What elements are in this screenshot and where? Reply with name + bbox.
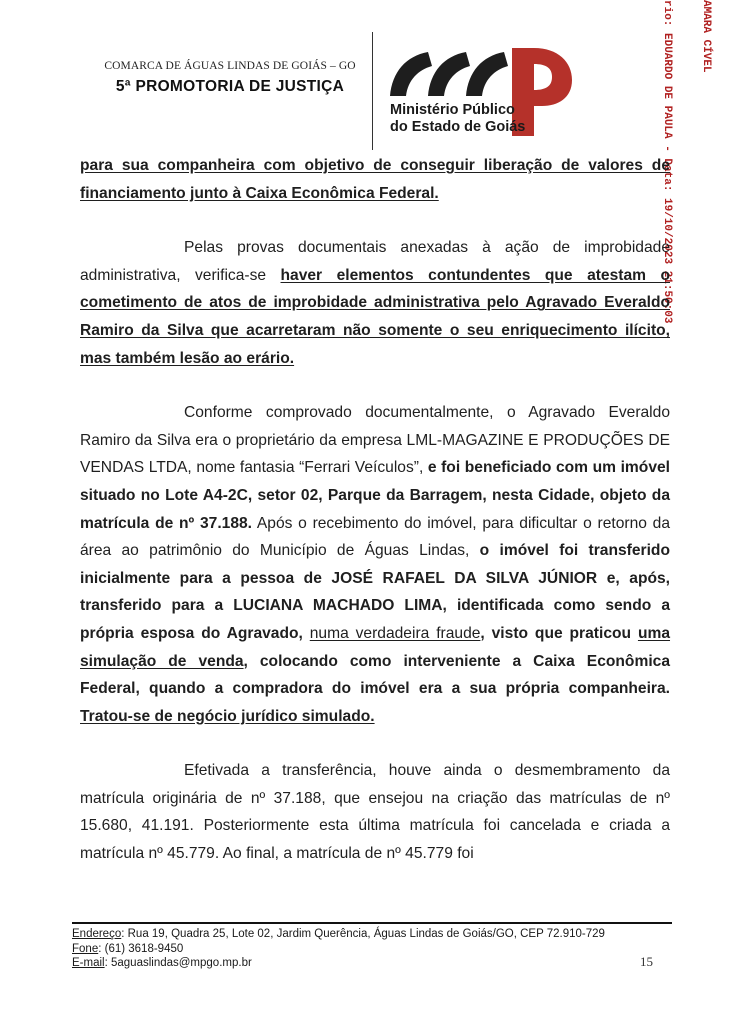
logo-arc-2 (428, 52, 470, 96)
comarca-title: COMARCA DE ÁGUAS LINDAS DE GOIÁS – GO (104, 60, 356, 72)
p3-bold-h: , colocando como interveniente a Caixa Econômica Federal, quando a compradora do imóvel era a sua própria companheira. (80, 652, 670, 698)
p2-text: Pelas provas documentais anexadas à ação de improbidade administrativa, verifica-se (80, 239, 670, 284)
p3-emphasis-g: uma simulação de venda (80, 624, 671, 670)
footer-address (72, 927, 605, 942)
p3-text-c: Após o recebimento do imóvel, para dificultar o retorno da área ao patrimônio do Município de Águas Lindas, (80, 514, 670, 560)
p3-emphasis-i: Tratou-se de negócio jurídico simulado. (80, 707, 375, 725)
logo-line-2: do Estado de Goiás (390, 119, 526, 135)
paragraph-1: para sua companheira com objetivo de conseguir liberação de valores de financiamento junto à Caixa Econômica Federal. (80, 157, 670, 202)
promotoria-title: 5ª PROMOTORIA DE JUSTIÇA (115, 78, 345, 95)
p3-bold-f: , visto que praticou (480, 624, 638, 642)
email-value: : 5aguaslindas@mpgo.mp.br (104, 957, 252, 969)
stamp-line-1: AMARA CÍVEL (700, 0, 712, 73)
logo-line-1: Ministério Público (390, 102, 515, 118)
logo-arc-3 (466, 52, 508, 96)
logo-wordmark (390, 102, 525, 136)
logo-arc-1 (390, 52, 432, 96)
paragraph-4: Efetivada a transferência, houve ainda o desmembramento da matrícula originária de nº 37.188, que ensejou na criação das matrículas de nº 15.680, 41.191. Posteriormente esta última matrícula foi cancelada e criada a matrícula nº 45.779. Ao final, a matrícula de nº 45.779 foi (80, 762, 670, 863)
address-label: Endereço (72, 928, 122, 940)
phone-label: Fone (72, 942, 99, 955)
header-divider (372, 32, 373, 150)
address-value: : Rua 19, Quadra 25, Lote 02, Jardim Querência, Águas Lindas de Goiás/GO, CEP 72.910-729 (121, 928, 605, 940)
header-text (96, 60, 364, 96)
p3-underline-e: numa verdadeira fraude (309, 624, 481, 642)
email-label: E-mail (72, 957, 105, 969)
phone-value: : (61) 3618-9450 (98, 942, 184, 955)
p3-bold-d: o imóvel foi transferido inicialmente para a pessoa de JOSÉ RAFAEL DA SILVA JÚNIOR e, após, transferido para a LUCIANA MACHADO LIMA, identificada como sendo a própria esposa do Agravado, (80, 542, 670, 642)
page-number: 15 (640, 954, 653, 969)
signature-stamp (661, 0, 738, 360)
document-body (80, 152, 670, 868)
p3-bold-b: e foi beneficiado com um imóvel situado no Lote A4-2C, setor 02, Parque da Barragem, nesta Cidade, objeto da matrícula de nº 37.188. (80, 459, 670, 532)
p2-emphasis: haver elementos contundentes que atestam o cometimento de atos de improbidade administrativa pelo Agravado Everaldo Ramiro da Silva que acarretaram não somente o seu enriquecimento ilícito, mas também lesão ao erário. (80, 266, 670, 367)
paragraph-2 (80, 234, 670, 372)
footer-phone (72, 942, 605, 957)
footer-divider (72, 922, 672, 924)
p3-text-a: Conforme comprovado documentalmente, o Agravado Everaldo Ramiro da Silva era o proprietário da empresa LML-MAGAZINE E PRODUÇÕES DE VENDAS LTDA, nome fantasia “Ferrari Veículos”, (80, 404, 670, 477)
paragraph-3 (80, 399, 670, 730)
mp-goias-logo (386, 44, 616, 140)
footer (72, 927, 605, 971)
stamp-line-2: rio: EDUARDO DE PAULA - Data: 19/10/2023 21:50:03 (661, 0, 673, 324)
footer-email (72, 956, 605, 971)
